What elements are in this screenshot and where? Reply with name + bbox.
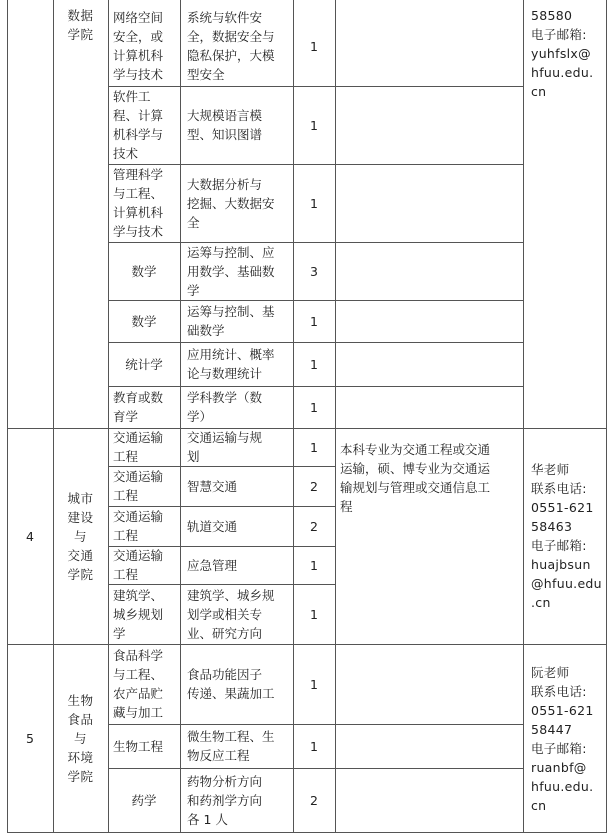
count-cell: 1 [310, 356, 318, 372]
direction-cell: 学科教学（数 学） [187, 390, 263, 424]
contact-cell: 阮老师 联系电话: 0551-621 58447 电子邮箱: ruanbf@ hfuu.edu. cn [531, 664, 594, 813]
discipline-cell: 统计学 [125, 356, 163, 372]
discipline-cell: 药学 [131, 793, 157, 808]
direction-cell: 药物分析方向 和药剂学方向 各 1 人 [187, 774, 263, 827]
discipline-cell: 软件工 程、计算 机科学与 技术 [113, 89, 164, 161]
discipline-cell: 食品科学 与工程、 农产品贮 藏与加工 [113, 648, 164, 720]
discipline-cell: 交通运输 工程 [113, 548, 164, 582]
college-seq-cell [7, 0, 53, 428]
discipline-cell: 管理科学 与工程、 计算机科 学与技术 [113, 167, 164, 239]
direction-cell: 运筹与控制、应 用数学、基础数 学 [187, 244, 275, 298]
count-cell: 1 [310, 557, 318, 573]
count-cell: 2 [310, 478, 318, 494]
direction-cell: 交通运输与规 划 [187, 430, 263, 464]
count-cell: 1 [310, 399, 318, 415]
other-requirements-cell: 本科专业为交通工程或交通 运输，硕、博专业为交通运 输规划与管理或交通信息工 程 [340, 442, 491, 514]
count-cell: 2 [310, 793, 318, 808]
discipline-cell: 交通运输 工程 [113, 430, 164, 464]
count-cell: 1 [310, 117, 318, 133]
count-cell: 1 [310, 313, 318, 329]
direction-cell: 应急管理 [187, 557, 238, 573]
college-seq-cell: 4 [26, 528, 34, 544]
discipline-cell: 数学 [131, 313, 157, 329]
count-cell: 1 [310, 38, 318, 54]
discipline-cell: 网络空间 安全，或 计算机科 学与技术 [113, 10, 164, 82]
count-cell: 2 [310, 518, 318, 534]
count-cell: 1 [310, 738, 318, 754]
count-cell: 1 [310, 439, 318, 455]
direction-cell: 微生物工程、生 物反应工程 [187, 729, 275, 763]
count-cell: 1 [310, 195, 318, 211]
count-cell: 1 [310, 606, 318, 622]
direction-cell: 智慧交通 [187, 478, 238, 494]
college-name-cell: 数据 学院 [67, 8, 94, 42]
college-name-cell: 城市 建设 与 交通 学院 [67, 490, 94, 582]
discipline-cell: 教育或数 育学 [113, 390, 164, 424]
direction-cell: 建筑学、城乡规 划学或相关专 业、研究方向 [187, 587, 275, 641]
direction-cell: 轨道交通 [187, 518, 238, 534]
direction-cell: 大规模语言模 型、知识图谱 [187, 108, 263, 142]
contact-cell: 58580 电子邮箱: yuhfslx@ hfuu.edu. cn [531, 8, 594, 99]
direction-cell: 系统与软件安 全，数据安全与 隐私保护，大模 型安全 [187, 10, 275, 82]
discipline-cell: 交通运输 工程 [113, 509, 164, 543]
discipline-cell: 交通运输 工程 [113, 469, 164, 503]
direction-cell: 食品功能因子 传递、果蔬加工 [187, 667, 275, 701]
count-cell: 1 [310, 676, 318, 692]
direction-cell: 应用统计、概率 论与数理统计 [187, 347, 275, 381]
contact-cell: 华老师 联系电话: 0551-621 58463 电子邮箱: huajbsun @hfuu.edu .cn [531, 462, 602, 610]
direction-cell: 大数据分析与 挖掘、大数据安 全 [187, 176, 275, 230]
discipline-cell: 生物工程 [113, 738, 164, 754]
college-name-cell: 生物 食品 与 环境 学院 [67, 693, 94, 784]
count-cell: 3 [310, 263, 318, 279]
discipline-cell: 建筑学、 城乡规划 学 [113, 587, 164, 641]
discipline-cell: 数学 [131, 263, 157, 279]
college-seq-cell: 5 [26, 731, 34, 746]
direction-cell: 运筹与控制、基 础数学 [187, 304, 275, 338]
